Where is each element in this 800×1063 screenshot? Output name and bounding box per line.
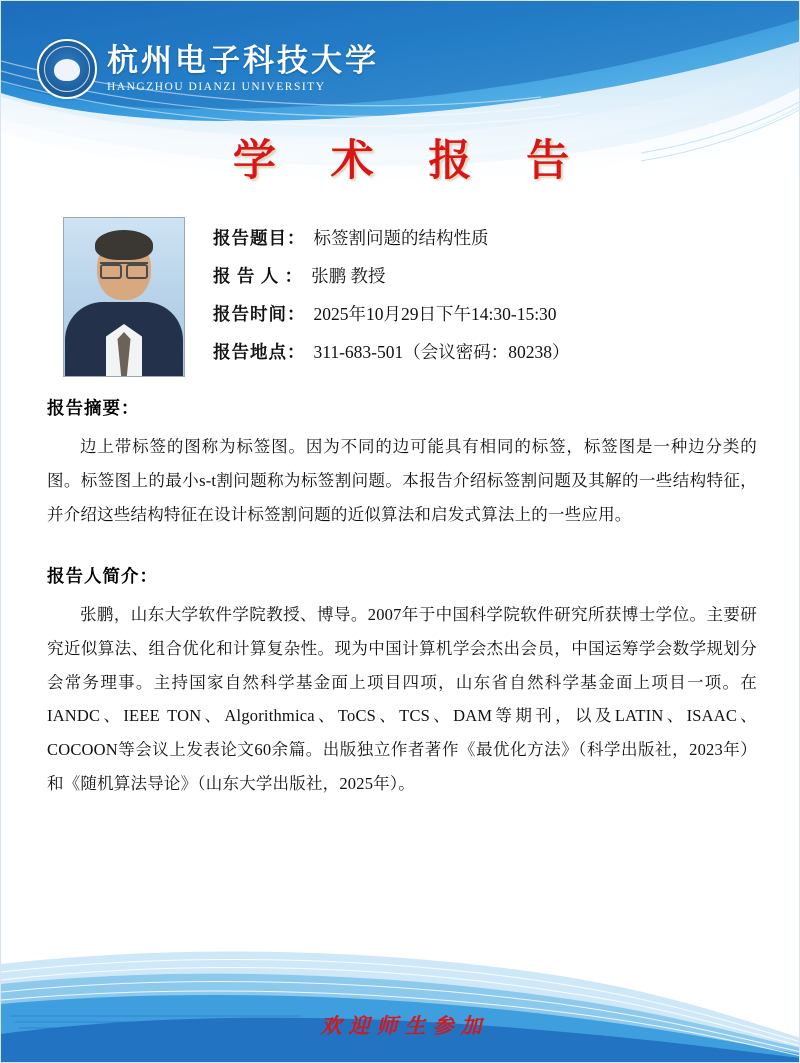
- info-value: 311-683-501（会议密码：80238）: [313, 342, 570, 362]
- talk-info-block: [1, 215, 800, 375]
- info-row-speaker: [213, 263, 570, 288]
- footer-background-graphic: [1, 942, 800, 1062]
- info-label: 报告时间：: [213, 304, 306, 324]
- info-value: 标签割问题的结构性质: [313, 228, 489, 248]
- info-value: 张鹏 教授: [311, 266, 386, 286]
- abstract-title: 报告摘要：: [47, 398, 140, 418]
- university-name-block: [107, 42, 379, 94]
- speaker-photo: [63, 217, 185, 377]
- info-label: 报告题目：: [213, 228, 306, 248]
- bio-section: [47, 563, 757, 801]
- bio-title: 报告人简介：: [47, 566, 158, 586]
- abstract-body: [47, 430, 757, 531]
- info-row-location: [213, 339, 570, 364]
- info-label: 报 告 人 ：: [213, 266, 304, 286]
- info-label: 报告地点：: [213, 342, 306, 362]
- info-row-title: [213, 225, 570, 250]
- page-title: 学 术 报 告: [232, 138, 592, 185]
- bio-body: [47, 598, 757, 801]
- abstract-section: [47, 395, 757, 531]
- university-logo: [37, 39, 379, 99]
- footer-banner: [1, 942, 800, 1062]
- bio-text: 张鹏，山东大学软件学院教授、博导。2007年于中国科学院软件研究所获博士学位。主要研究近似算法、组合优化和计算复杂性。现为中国计算机学会杰出会员，中国运筹学会数学规划分会常务理事。主持国家自然科学基金面上项目四项，山东省自然科学基金面上项目一项。在IANDC、IEEE TON、Algorithmica、ToCS、TCS、DAM等期刊，以及LATIN、ISAAC、COCOON等会议上发表论文60余篇。出版独立作者著作《最优化方法》（科学出版社，2023年）和《随机算法导论》（山东大学出版社，2025年）。: [47, 605, 757, 794]
- photo-hair-shape: [95, 230, 153, 260]
- university-name-en: HANGZHOU DIANZI UNIVERSITY: [107, 80, 326, 93]
- info-row-time: [213, 301, 570, 326]
- abstract-text: 边上带标签的图称为标签图。因为不同的边可能具有相同的标签，标签图是一种边分类的图。标签图上的最小s-t割问题称为标签割问题。本报告介绍标签割问题及其解的一些结构特征，并介绍这些结构特征在设计标签割问题的近似算法和启发式算法上的一些应用。: [47, 437, 757, 524]
- photo-glasses-icon: [100, 262, 148, 276]
- talk-info-list: [213, 225, 570, 377]
- info-value: 2025年10月29日下午14:30-15:30: [313, 304, 557, 324]
- university-seal-icon: [37, 39, 97, 99]
- welcome-note: 欢迎师生参加: [320, 1014, 489, 1038]
- university-name-cn: 杭州电子科技大学: [107, 42, 379, 78]
